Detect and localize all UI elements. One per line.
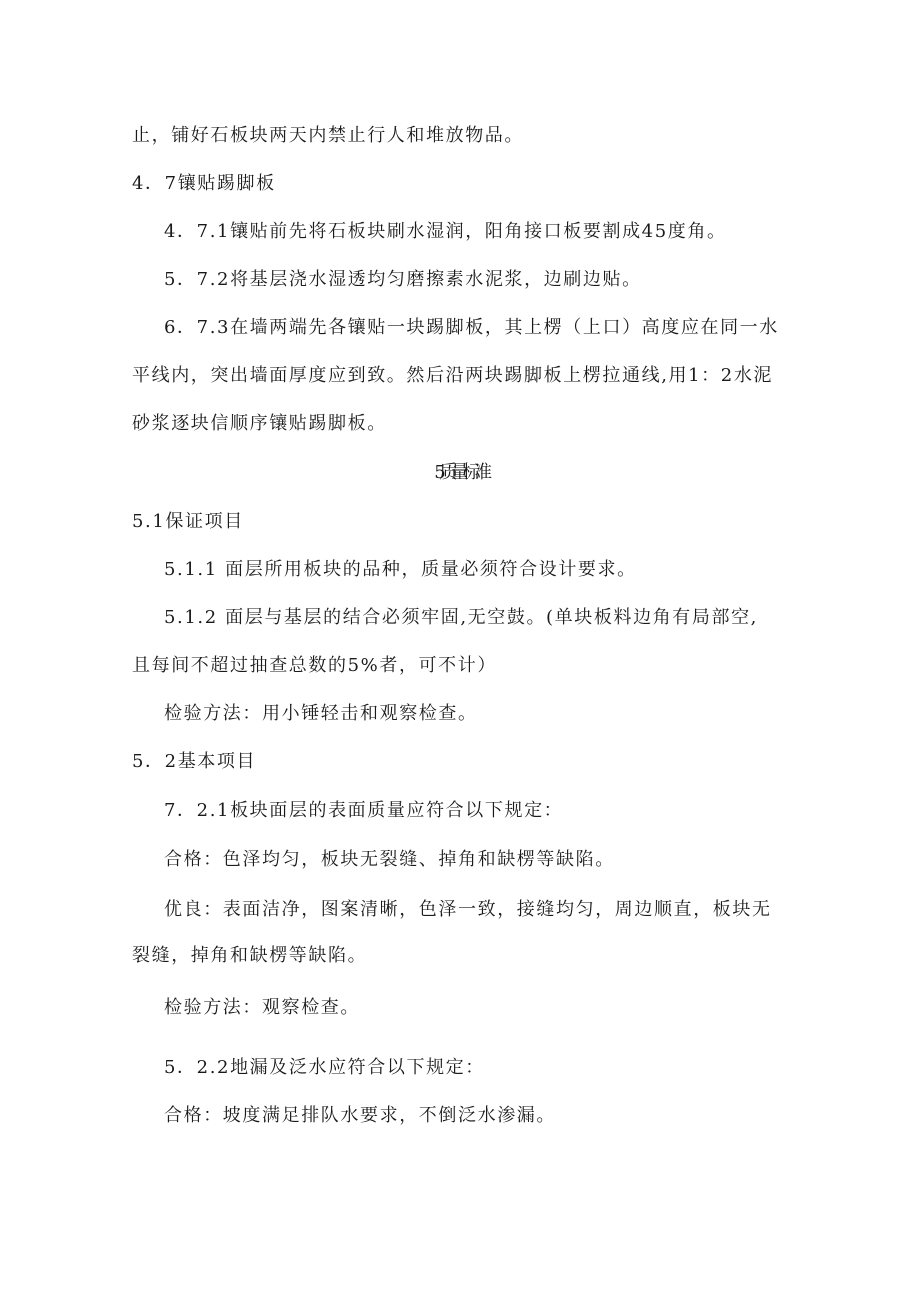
paragraph-line: 5．7.2将基层浇水湿透均匀磨擦素水泥浆，边刷边贴。: [164, 269, 642, 290]
paragraph-line: 检验方法：用小锤轻击和观察检查。: [164, 703, 478, 724]
paragraph-line: 砂浆逐块信顺序镶贴踢脚板。: [132, 413, 387, 434]
paragraph-line: 5.1.1 面层所用板块的品种，质量必须符合设计要求。: [164, 559, 637, 580]
paragraph-line: 7．2.1板块面层的表面质量应符合以下规定：: [164, 800, 564, 821]
paragraph-line: 优良：表面洁净，图案清晰，色泽一致，接缝均匀，周边顺直，板块无: [164, 899, 772, 920]
paragraph-line: 合格：色泽均匀，板块无裂缝、掉角和缺楞等缺陷。: [164, 849, 615, 870]
paragraph-line: 平线内，突出墙面厚度应到致。然后沿两块踢脚板上楞拉通线,用1：2水泥: [132, 365, 774, 386]
paragraph-line: 5.1.2 面层与基层的结合必须牢固,无空鼓。(单块板料边角有局部空,: [164, 607, 758, 628]
paragraph-line: 裂缝，掉角和缺楞等缺陷。: [132, 945, 368, 966]
chapter-heading-quality-standard: 5质量标准: [434, 462, 486, 483]
paragraph-line: 且每间不超过抽查总数的5%者，可不计）: [132, 655, 497, 676]
paragraph-line: 检验方法：观察检查。: [164, 997, 360, 1018]
paragraph-line: 4．7.1镶贴前先将石板块刷水湿润，阳角接口板要割成45度角。: [164, 221, 727, 242]
section-heading-4-7: 4．7镶贴踢脚板: [132, 173, 276, 194]
paragraph-line: 6．7.3在墙两端先各镶贴一块踢脚板，其上楞（上口）高度应在同一水: [164, 317, 779, 338]
section-heading-5-2: 5．2基本项目: [132, 751, 257, 772]
paragraph-line: 止，铺好石板块两天内禁止行人和堆放物品。: [132, 125, 524, 146]
paragraph-line: 5．2.2地漏及泛水应符合以下规定：: [164, 1057, 485, 1078]
section-heading-5-1: 5.1保证项目: [132, 511, 244, 532]
paragraph-line: 合格：坡度满足排队水要求，不倒泛水渗漏。: [164, 1105, 556, 1126]
